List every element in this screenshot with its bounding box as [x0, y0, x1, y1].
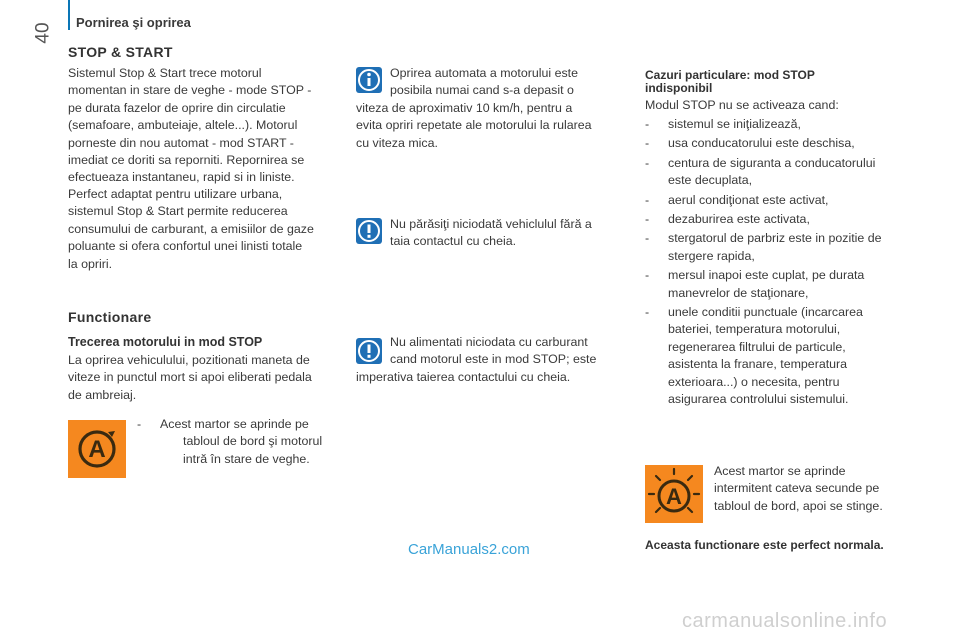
- text-line: de ambreiaj.: [68, 387, 137, 402]
- functionare-heading: Functionare: [68, 309, 152, 325]
- special-cases-title-line2: indisponibil: [645, 81, 713, 95]
- intro-paragraph-1: [68, 65, 348, 187]
- stop-mode-subheading: Trecerea motorului in mod STOP: [68, 335, 263, 349]
- text-line: La oprirea vehiculului, pozitionati maneta de: [68, 353, 310, 367]
- text-line: Oprirea automata a motorului este: [390, 66, 579, 80]
- text-line: posibila numai cand s-a depasit o: [390, 83, 574, 98]
- carmanualsonline-watermark: carmanualsonline.info: [682, 610, 888, 632]
- bullet-dash: -: [645, 117, 650, 131]
- text-line: consumului de carburant, a emisiilor de gaze: [68, 221, 314, 236]
- lamp-note-line: tabloul de bord şi motorul: [183, 434, 323, 449]
- lamp-note-line: - Acest martor se aprinde pe: [160, 416, 360, 433]
- text-line: (semafoare, ambuteiaje, altele...). Motorul: [68, 118, 298, 133]
- warning-icon-1: [356, 218, 382, 244]
- svg-text:A: A: [88, 436, 106, 463]
- special-cases-lead: Modul STOP nu se activeaza cand:: [645, 98, 839, 112]
- bullet-dash: -: [645, 212, 650, 227]
- list-item: - dezaburirea este activata,: [645, 211, 915, 228]
- bullet-dash: -: [645, 268, 650, 283]
- text-line: porneste din nou automat - mod START -: [68, 135, 294, 150]
- text-line: viteze in punctul mort si apoi eliberati pedala: [68, 370, 312, 385]
- lamp-note-line: intră în stare de veghe.: [183, 451, 310, 466]
- list-item: - usa conducatorului este deschisa,: [645, 135, 915, 152]
- header-accent-bar: [68, 0, 70, 30]
- section-header: Pornirea şi oprirea: [76, 15, 191, 30]
- text-line: tabloul de bord, apoi se stinge.: [714, 498, 883, 513]
- bullet-dash: -: [645, 231, 650, 246]
- info-note: [356, 65, 621, 152]
- text-line: la opriri.: [68, 256, 113, 271]
- list-item: - mersul inapoi este cuplat, pe durata manevrelor de staţionare,: [645, 268, 865, 300]
- bullet-dash: -: [645, 155, 650, 170]
- stop-mode-paragraph: [68, 352, 348, 404]
- normal-operation-note: Aceasta functionare este perfect normala.: [645, 538, 884, 552]
- page-title: STOP & START: [68, 44, 173, 60]
- text-line: Acest martor se aprinde: [714, 464, 846, 478]
- text-line: intermitent cateva secunde pe: [714, 481, 880, 496]
- text-line: Perfect adaptat pentru utilizare urbana,: [68, 187, 283, 201]
- text-line: evita opriri repetate ale motorului la rularea: [356, 118, 592, 133]
- text-line: Nu alimentati niciodata cu carburant: [390, 335, 588, 349]
- warning-note-2: [356, 334, 626, 386]
- list-item: - aerul condiţionat este activat,: [645, 192, 915, 209]
- blinking-lamp-note: [714, 463, 929, 515]
- text-line: momentan in stare de veghe - mode STOP -: [68, 83, 312, 98]
- warning-note-1: [390, 216, 630, 251]
- intro-paragraph-2: [68, 186, 348, 273]
- text-line: pe durata fazelor de oprire din circulatie: [68, 100, 286, 115]
- list-item: - unele conditii punctuale (incarcarea bateriei, temperatura motorului, regenerarea filtrului de particule, asistenta la franare, temperatura exterioara...) o necesita, pentru asigurarea controlului sistemului.: [645, 305, 863, 407]
- text-line: Nu părăsiţi niciodată vehiclulul fără a: [390, 217, 592, 231]
- text-line: taia contactul cu cheia.: [390, 234, 517, 249]
- bullet-dash: -: [645, 192, 650, 207]
- stop-start-lamp-icon: [68, 420, 126, 478]
- text-line: imperativa taierea contactului cu cheia.: [356, 369, 571, 384]
- text-line: viteza de aproximativ 10 km/h, pentru a: [356, 100, 573, 115]
- svg-text:A: A: [666, 484, 682, 509]
- text-line: cand motorul este in mod STOP; este: [390, 352, 597, 367]
- list-item: - stergatorul de parbriz este in pozitie de stergere rapida,: [645, 231, 882, 263]
- text-line: cu viteza mica.: [356, 135, 438, 150]
- list-item: - sistemul se iniţializează,: [645, 116, 915, 133]
- bullet-dash: -: [645, 305, 650, 320]
- special-cases-list: [645, 116, 915, 411]
- text-line: sistemul Stop & Start permite reducerea: [68, 204, 288, 219]
- carmanuals-watermark: CarManuals2.com: [408, 541, 530, 558]
- lamp-note: [137, 416, 360, 468]
- page-number: 40: [32, 22, 54, 44]
- text-line: Sistemul Stop & Start trece motorul: [68, 66, 262, 80]
- stop-start-blinking-lamp-icon: [645, 465, 703, 523]
- text-line: imediat ce doriti sa reporniti. Repornirea se: [68, 153, 305, 168]
- list-item: - centura de siguranta a conducatorului este decuplata,: [645, 155, 876, 188]
- bullet-dash: -: [645, 136, 650, 151]
- text-line: poluante si ofera confortul unei linisti totale: [68, 239, 303, 254]
- text-line: efectueaza instantaneu, rapid si in liniste.: [68, 170, 295, 185]
- bullet-dash: -: [137, 417, 142, 431]
- special-cases-title-line1: Cazuri particulare: mod STOP: [645, 68, 815, 82]
